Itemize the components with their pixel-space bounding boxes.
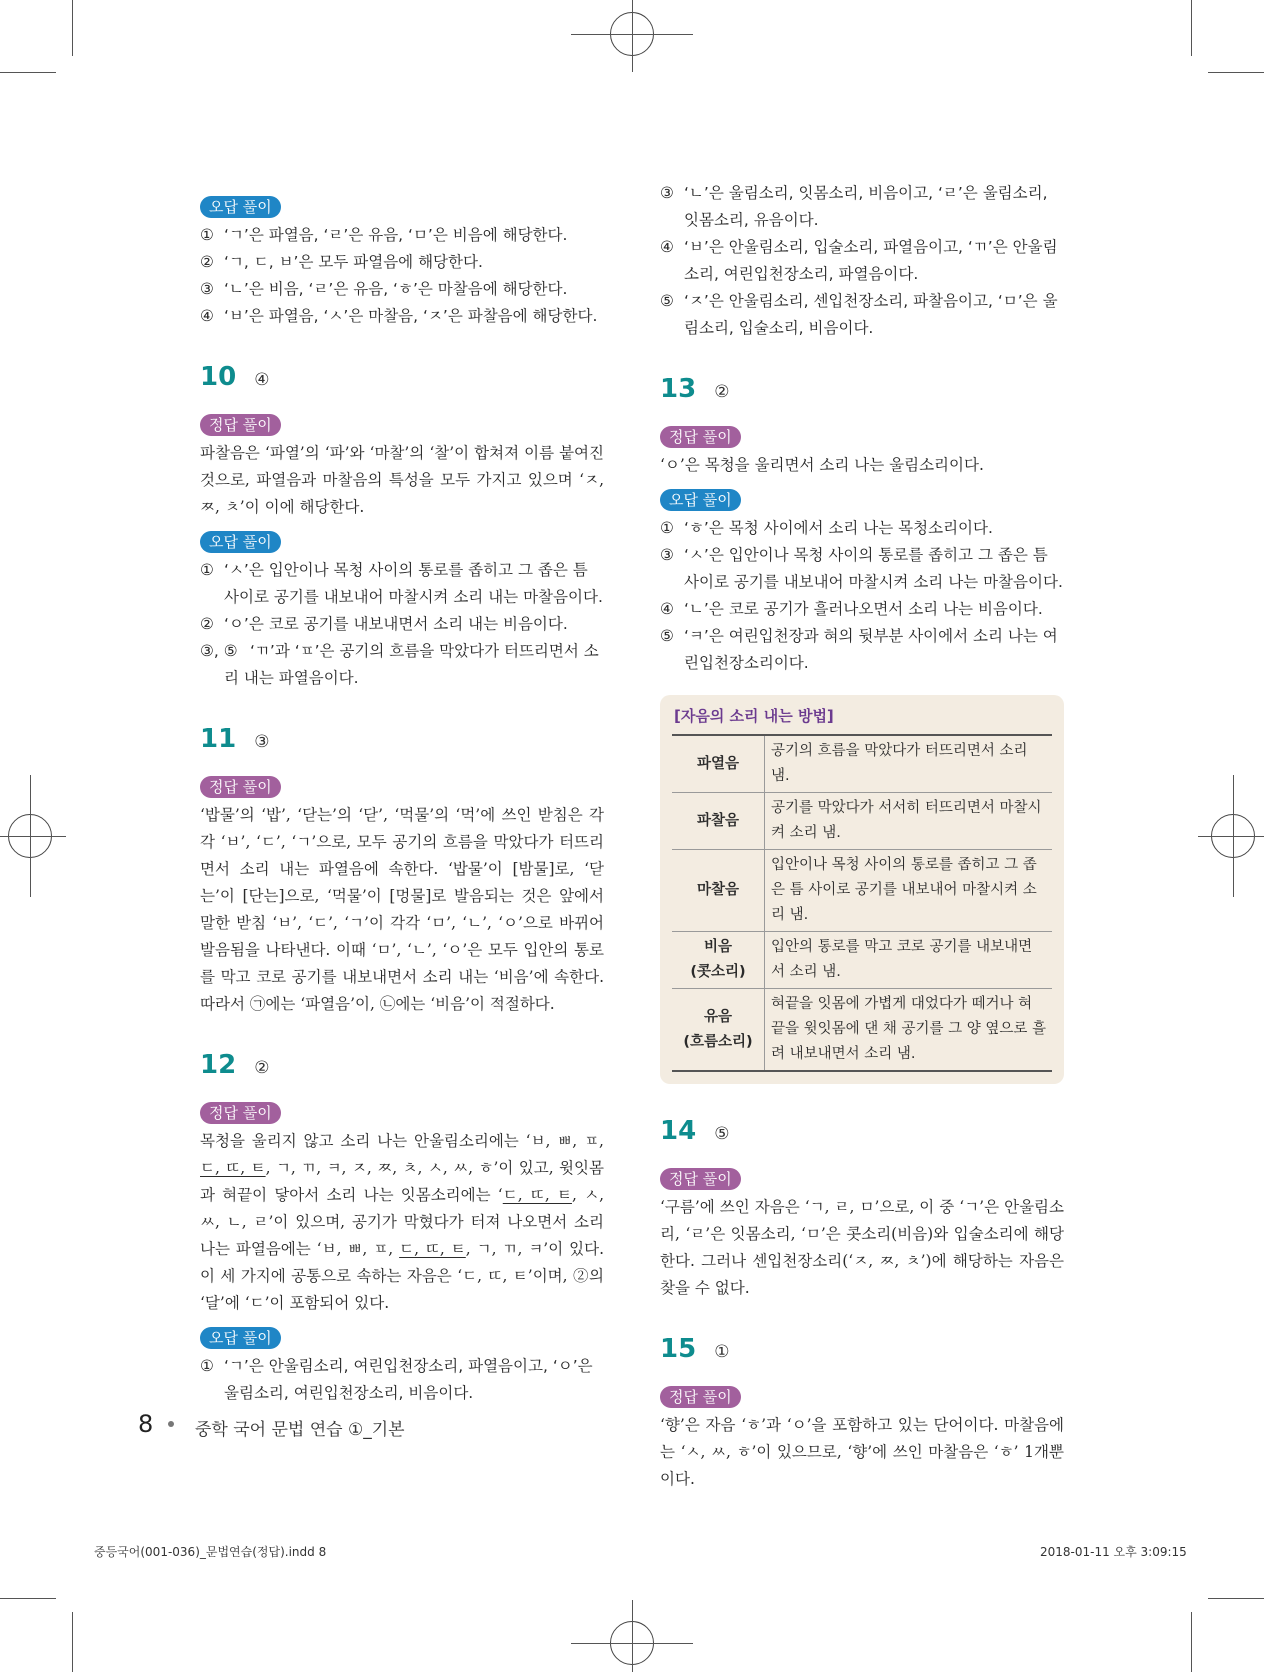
question-number: 12 (200, 1050, 237, 1080)
question-10 (200, 362, 604, 692)
print-slug-file: 중등국어(001-036)_문법연습(정답).indd 8 (94, 1545, 327, 1559)
correct-answer-label: 정답 풀이 (200, 776, 281, 798)
question-number: 15 (660, 1334, 697, 1364)
wrong-answer-label: 오답 풀이 (200, 531, 281, 553)
table-row: 마찰음 입안이나 목청 사이의 통로를 좁히고 그 좁은 틈 사이로 공기를 내보내어 마찰시켜 소리 냄. (672, 850, 1052, 932)
crop-mark (1208, 1598, 1264, 1599)
correct-answer-label: 정답 풀이 (200, 1102, 281, 1124)
question-heading (200, 724, 604, 764)
list-item: ④ ‘ㅂ’은 파열음, ‘ㅅ’은 마찰음, ‘ㅈ’은 파찰음에 해당한다. (200, 307, 598, 325)
answer-mark: ③ (254, 732, 270, 752)
answer-mark: ④ (254, 370, 270, 390)
table-row: 파열음 공기의 흐름을 막았다가 터뜨리면서 소리 냄. (672, 735, 1052, 793)
question-15 (660, 1334, 1064, 1493)
list-item: ④ ‘ㅂ’은 안울림소리, 입술소리, 파열음이고, ‘ㄲ’은 안울림소리, 여린입천장소리, 파열음이다. (660, 238, 1058, 283)
crop-mark (1191, 0, 1192, 56)
crop-mark (1191, 1612, 1192, 1672)
crop-mark (30, 775, 31, 897)
table-row: 파찰음 공기를 막았다가 서서히 터뜨리면서 마찰시켜 소리 냄. (672, 793, 1052, 850)
correct-answer-label: 정답 풀이 (660, 426, 741, 448)
list-item: ① ‘ㄱ’은 파열음, ‘ㄹ’은 유음, ‘ㅁ’은 비음에 해당한다. (200, 226, 568, 244)
question-13 (660, 374, 1064, 1084)
explanation-text: ‘밥물’의 ‘밥’, ‘닫는’의 ‘닫’, ‘먹물’의 ‘먹’에 쓰인 받침은 각각 ‘ㅂ’, ‘ㄷ’, ‘ㄱ’으로, 모두 공기의 흐름을 막았다가 터뜨리면서 소리 내는 파열음에 속한다. ‘밥물’이 [밤물]로, ‘닫는’이 [단는]으로, ‘먹물’이 [멍물]로 발음되는 것은 앞에서 말한 받침 ‘ㅂ’, ‘ㄷ’, ‘ㄱ’이 각각 ‘ㅁ’, ‘ㄴ’, ‘ㅇ’으로 바뀌어 발음됨을 나타낸다. 이때 ‘ㅁ’, ‘ㄴ’, ‘ㅇ’은 모두 입안의 통로를 막고 코로 공기를 내보내면서 소리 내는 ‘비음’에 속한다. 따라서 ㉠에는 ‘파열음’이, ㉡에는 ‘비음’이 적절하다. (200, 806, 604, 1013)
question-heading (660, 374, 1064, 414)
explanation-text: ‘향’은 자음 ‘ㅎ’과 ‘ㅇ’을 포함하고 있는 단어이다. 마찰음에는 ‘ㅅ, ㅆ, ㅎ’이 있으므로, ‘향’에 쓰인 마찰음은 ‘ㅎ’ 1개뿐이다. (660, 1416, 1064, 1488)
correct-answer-label: 정답 풀이 (200, 414, 281, 436)
list-item: ① ‘ㅅ’은 입안이나 목청 사이의 통로를 좁히고 그 좁은 틈 사이로 공기를 내보내어 마찰시켜 소리 내는 마찰음이다. (200, 561, 603, 606)
table-row: 유음 (흐름소리) 혀끝을 잇몸에 가볍게 대었다가 떼거나 혀끝을 윗잇몸에 댄 채 공기를 그 양 옆으로 흘려 내보내면서 소리 냄. (672, 989, 1052, 1072)
wrong-answer-label: 오답 풀이 (660, 489, 741, 511)
explanation-text: 목청을 울리지 않고 소리 나는 안울림소리에는 ‘ㅂ, ㅃ, ㅍ, ㄷ, ㄸ, ㅌ, ㄱ, ㄲ, ㅋ, ㅈ, ㅉ, ㅊ, ㅅ, ㅆ, ㅎ’이 있고, 윗잇몸과 혀끝이 닿아서 소리 나는 잇몸소리에는 ‘ㄷ, ㄸ, ㅌ, ㅅ, ㅆ, ㄴ, ㄹ’이 있으며, 공기가 막혔다가 터져 나오면서 소리 나는 파열음에는 ‘ㅂ, ㅃ, ㅍ, ㄷ, ㄸ, ㅌ, ㄱ, ㄲ, ㅋ’이 있다. 이 세 가지에 공통으로 속하는 자음은 ‘ㄷ, ㄸ, ㅌ’이며, ②의 ‘달’에 ‘ㄷ’이 포함되어 있다. (200, 1132, 604, 1312)
question-number: 10 (200, 362, 237, 392)
crop-mark (72, 1612, 73, 1672)
list-item: ③, ⑤ ‘ㄲ’과 ‘ㅍ’은 공기의 흐름을 막았다가 터뜨리면서 소리 내는 파열음이다. (200, 642, 599, 687)
answer-mark: ① (714, 1342, 730, 1362)
question-heading (200, 362, 604, 402)
question-14 (660, 1116, 1064, 1302)
question-11 (200, 724, 604, 1018)
right-column (660, 180, 1064, 1497)
crop-mark (1208, 72, 1264, 73)
section-wrong-answers-9 (200, 190, 604, 330)
page-number: 8 (138, 1410, 154, 1438)
question-number: 14 (660, 1116, 697, 1146)
consonant-methods-table (672, 734, 1052, 1072)
question-12 (200, 1050, 604, 1407)
list-item: ① ‘ㄱ’은 안울림소리, 여린입천장소리, 파열음이고, ‘ㅇ’은 울림소리, 여린입천장소리, 비음이다. (200, 1357, 593, 1402)
crop-mark (72, 0, 73, 56)
list-item: ② ‘ㄱ, ㄷ, ㅂ’은 모두 파열음에 해당한다. (200, 253, 483, 271)
list-item: ⑤ ‘ㅈ’은 안울림소리, 센입천장소리, 파찰음이고, ‘ㅁ’은 울림소리, 입술소리, 비음이다. (660, 292, 1058, 337)
correct-answer-label: 정답 풀이 (660, 1386, 741, 1408)
book-title: 중학 국어 문법 연습 ①_기본 (195, 1420, 405, 1440)
list-item: ④ ‘ㄴ’은 코로 공기가 흘러나오면서 소리 나는 비음이다. (660, 600, 1043, 618)
question-heading (200, 1050, 604, 1090)
list-item: ③ ‘ㅅ’은 입안이나 목청 사이의 통로를 좁히고 그 좁은 틈 사이로 공기를 내보내어 마찰시켜 소리 나는 마찰음이다. (660, 546, 1063, 591)
question-heading (660, 1116, 1064, 1156)
explanation-text: ‘ㅇ’은 목청을 울리면서 소리 나는 울림소리이다. (660, 456, 984, 474)
crop-mark (1233, 775, 1234, 897)
question-heading (660, 1334, 1064, 1374)
explanation-text: 파찰음은 ‘파열’의 ‘파’와 ‘마찰’의 ‘찰’이 합쳐져 이름 붙여진 것으로, 파열음과 마찰음의 특성을 모두 가지고 있으며 ‘ㅈ, ㅉ, ㅊ’이 이에 해당한다. (200, 444, 604, 516)
list-item: ③ ‘ㄴ’은 울림소리, 잇몸소리, 비음이고, ‘ㄹ’은 울림소리, 잇몸소리, 유음이다. (660, 184, 1048, 229)
question-number: 13 (660, 374, 697, 404)
answer-mark: ⑤ (714, 1124, 730, 1144)
crop-mark (1198, 836, 1264, 837)
bullet-dot (168, 1421, 174, 1427)
wrong-answer-label: 오답 풀이 (200, 196, 281, 218)
crop-mark (0, 1598, 56, 1599)
left-column (200, 190, 604, 1407)
crop-mark (632, 1600, 633, 1672)
explanation-text: ‘구름’에 쓰인 자음은 ‘ㄱ, ㄹ, ㅁ’으로, 이 중 ‘ㄱ’은 안울림소리, ‘ㄹ’은 잇몸소리, ‘ㅁ’은 콧소리(비음)와 입술소리에 해당한다. 그러나 센입천장소리(‘ㅈ, ㅉ, ㅊ’)에 해당하는 자음은 찾을 수 없다. (660, 1198, 1064, 1297)
table-row: 비음 (콧소리) 입안의 통로를 막고 코로 공기를 내보내면서 소리 냄. (672, 932, 1052, 989)
crop-mark (0, 836, 66, 837)
answer-mark: ② (714, 382, 730, 402)
box-title: [자음의 소리 내는 방법] (674, 707, 834, 725)
section-continued-12 (660, 180, 1064, 342)
crop-mark (0, 72, 56, 73)
list-item: ③ ‘ㄴ’은 비음, ‘ㄹ’은 유음, ‘ㅎ’은 마찰음에 해당한다. (200, 280, 568, 298)
list-item: ② ‘ㅇ’은 코로 공기를 내보내면서 소리 내는 비음이다. (200, 615, 568, 633)
answer-mark: ② (254, 1058, 270, 1078)
correct-answer-label: 정답 풀이 (660, 1168, 741, 1190)
consonant-methods-box (660, 695, 1064, 1084)
crop-mark (632, 0, 633, 72)
print-slug-time: 2018-01-11 오후 3:09:15 (1040, 1545, 1187, 1559)
wrong-answer-label: 오답 풀이 (200, 1327, 281, 1349)
list-item: ① ‘ㅎ’은 목청 사이에서 소리 나는 목청소리이다. (660, 519, 993, 537)
list-item: ⑤ ‘ㅋ’은 여린입천장과 혀의 뒷부분 사이에서 소리 나는 여린입천장소리이다. (660, 627, 1058, 672)
question-number: 11 (200, 724, 237, 754)
